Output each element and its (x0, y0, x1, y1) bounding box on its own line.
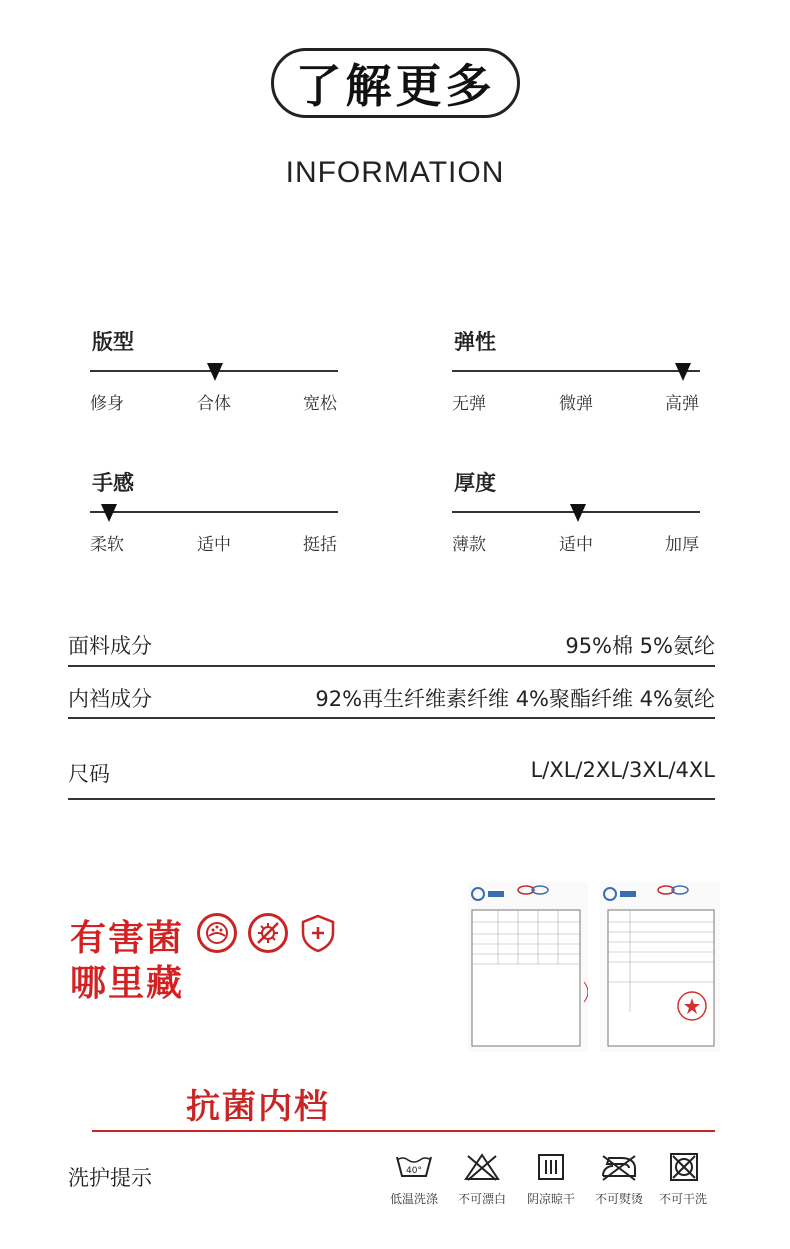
attribute-label: 高弹 (665, 394, 699, 414)
shade-dry-icon (531, 1152, 571, 1182)
attribute-name: 版型 (92, 330, 134, 354)
attribute-elasticity (452, 326, 702, 436)
spec-key: 面料成分 (68, 634, 152, 658)
care-item (589, 1152, 649, 1212)
attribute-hand-feel (90, 467, 340, 577)
attribute-label: 修身 (90, 394, 124, 414)
attribute-label: 无弹 (452, 394, 486, 414)
divider (68, 798, 715, 800)
care-label: 不可熨烫 (594, 1192, 643, 1206)
wash-40-icon (394, 1152, 434, 1182)
attribute-marker-icon (675, 363, 691, 381)
spec-row-crotch (68, 681, 715, 721)
page-subtitle: INFORMATION (285, 156, 505, 189)
divider (68, 717, 715, 719)
care-item (521, 1152, 581, 1212)
attribute-marker-icon (101, 504, 117, 522)
page-title: 了解更多 (271, 48, 520, 118)
care-item (653, 1152, 713, 1212)
divider (68, 665, 715, 667)
no-bleach-icon (462, 1152, 502, 1182)
attribute-name: 弹性 (454, 330, 496, 354)
care-label: 阴凉晾干 (526, 1192, 575, 1206)
attribute-name: 厚度 (454, 471, 496, 495)
attribute-label: 微弹 (559, 394, 593, 414)
antibacterial-line1: 有害菌 (70, 918, 185, 959)
attribute-thickness (452, 467, 702, 577)
spec-value: L/XL/2XL/3XL/4XL (530, 758, 715, 782)
attribute-fit (90, 326, 340, 436)
care-label: 不可漂白 (457, 1192, 506, 1206)
attribute-marker-icon (570, 504, 586, 522)
test-report-image (468, 882, 588, 1052)
divider (92, 1130, 715, 1132)
spec-row-fabric (68, 628, 715, 668)
svg-text:40°: 40° (406, 1166, 422, 1176)
attribute-label: 合体 (197, 394, 231, 414)
attribute-label: 挺括 (303, 535, 337, 555)
test-report-image (600, 882, 720, 1052)
spec-row-size (68, 756, 715, 802)
attribute-label: 薄款 (452, 535, 486, 555)
spec-value: 92%再生纤维素纤维 4%聚酯纤维 4%氨纶 (315, 687, 715, 711)
attribute-track (452, 370, 700, 372)
attribute-label: 宽松 (303, 394, 337, 414)
spec-key: 内裆成分 (68, 687, 152, 711)
attribute-label: 适中 (197, 535, 231, 555)
care-label: 不可干洗 (658, 1192, 707, 1206)
care-title: 洗护提示 (68, 1166, 152, 1190)
attribute-label: 适中 (559, 535, 593, 555)
attribute-marker-icon (207, 363, 223, 381)
shield-plus-icon (299, 913, 337, 953)
no-bacteria-icon (248, 913, 288, 953)
attribute-track (90, 511, 338, 513)
spec-value: 95%棉 5%氨纶 (565, 634, 715, 658)
attribute-name: 手感 (92, 471, 134, 495)
care-item (384, 1152, 444, 1212)
care-label: 低温洗涤 (389, 1192, 438, 1206)
no-tumble-dry-icon (663, 1152, 703, 1182)
no-iron-icon (599, 1152, 639, 1182)
attribute-label: 加厚 (665, 535, 699, 555)
bacteria-icon (197, 913, 237, 953)
antibacterial-headline: 抗菌内档 (186, 1087, 330, 1127)
antibacterial-line2: 哪里藏 (70, 963, 185, 1004)
care-item (452, 1152, 512, 1212)
attribute-label: 柔软 (90, 535, 124, 555)
spec-key: 尺码 (68, 762, 110, 786)
